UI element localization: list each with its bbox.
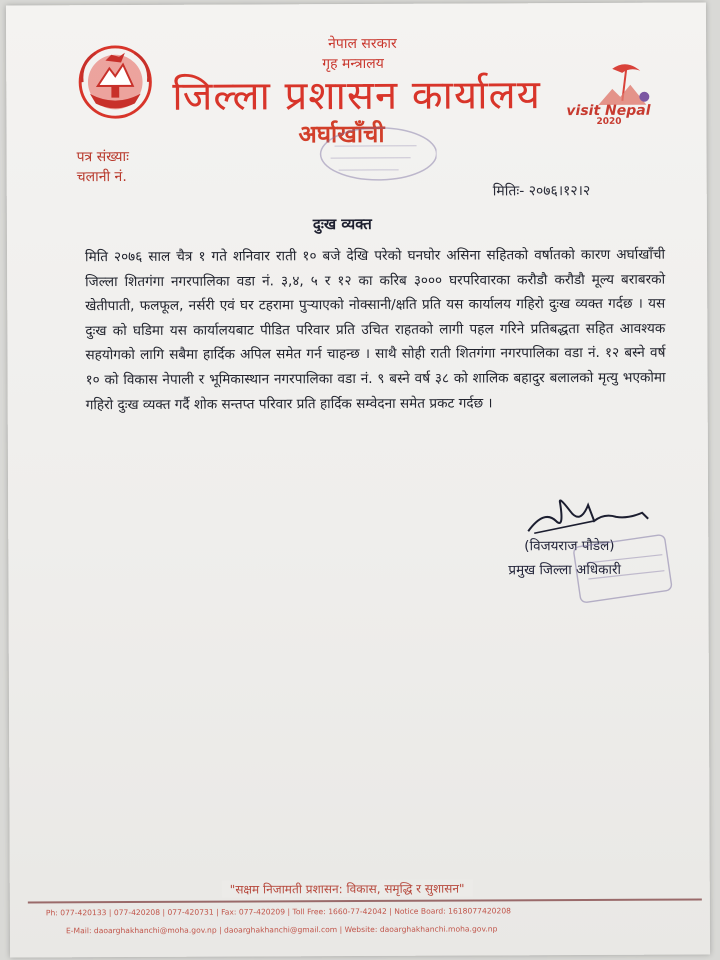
district-name: अर्घाखाँची (298, 119, 385, 149)
signatory-stamp-icon (566, 527, 676, 607)
footer-contact-phones: Ph: 077-420133 | 077-420208 | 077-420731 | Fax: 077-420209 | Toll Free: 1660-77-42042 | Notice Board: 1618077420208 (45, 906, 511, 918)
letter-number-label: पत्र संख्याः (76, 148, 129, 166)
government-name: नेपाल सरकार (328, 35, 397, 53)
letter-paper (6, 2, 710, 957)
letter-subject: दुःख व्यक्त (312, 214, 372, 234)
dispatch-number-label: चलानी नं. (76, 169, 127, 186)
footer-motto: "सक्षम निजामती प्रशासन: विकास, समृद्धि र सुशासन" (222, 880, 473, 898)
footer-contact-email: E-Mail: daoarghakhanchi@moha.gov.np | daoarghakhanchi@gmail.com | Website: daoarghakhanchi.moha.gov.np (65, 924, 498, 936)
letter-body: मिति २०७६ साल चैत्र १ गते शनिवार राती १० बजे देखि परेको घनघोर असिना सहितको वर्षातको कारण अर्घाखाँची जिल्ला शितगंगा नगरपालिका वडा नं. ३,४, ५ र १२ का करिब ३००० घरपरिवारका करौडौ करौडौ मूल्य बराबरको खेतीपाती, फलफूल, नर्सरी एवं घर टहरामा पुऱ्याएको नोक्सानी/क्षति प्रति यस कार्यालय गहिरो दुःख व्यक्त गर्दछ । यस दुःख को घडिमा यस कार्यालयबाट पीडित परिवार प्रति उचित राहतको लागी पहल गरिने प्रतिबद्धता सहित आवश्यक सहयोगको लागि सबैमा हार्दिक अपिल समेत गर्न चाहन्छ । साथै सोही राती शितगंगा नगरपालिका वडा नं. १२ बस्ने वर्ष १० को विकास नेपाली र भूमिकास्थान नगरपालिका वडा नं. ९ बस्ने वर्ष ३८ को शालिक बहादुर बलालको मृत्यु भएकोमा गहिरो दुःख व्यक्त गर्दै शोक सन्तप्त परिवार प्रति हार्दिक सम्वेदना समेत प्रकट गर्दछ । (84, 246, 666, 413)
signatory-title: प्रमुख जिल्ला अधिकारी (508, 561, 622, 579)
signatory-name: (विजयराज पौडेल) (524, 537, 615, 555)
visit-nepal-text: visit Nepal (566, 102, 651, 120)
visit-nepal-year: 2020 (596, 116, 622, 127)
ministry-name: गृह मन्त्रालय (322, 55, 384, 73)
footer-divider (28, 899, 702, 904)
office-title: जिल्ला प्रशासन कार्यालय (172, 72, 541, 120)
letter-date: मितिः- २०७६।१२।२ (492, 182, 591, 200)
office-stamp-icon (306, 124, 436, 185)
nepal-emblem-icon (76, 43, 154, 121)
